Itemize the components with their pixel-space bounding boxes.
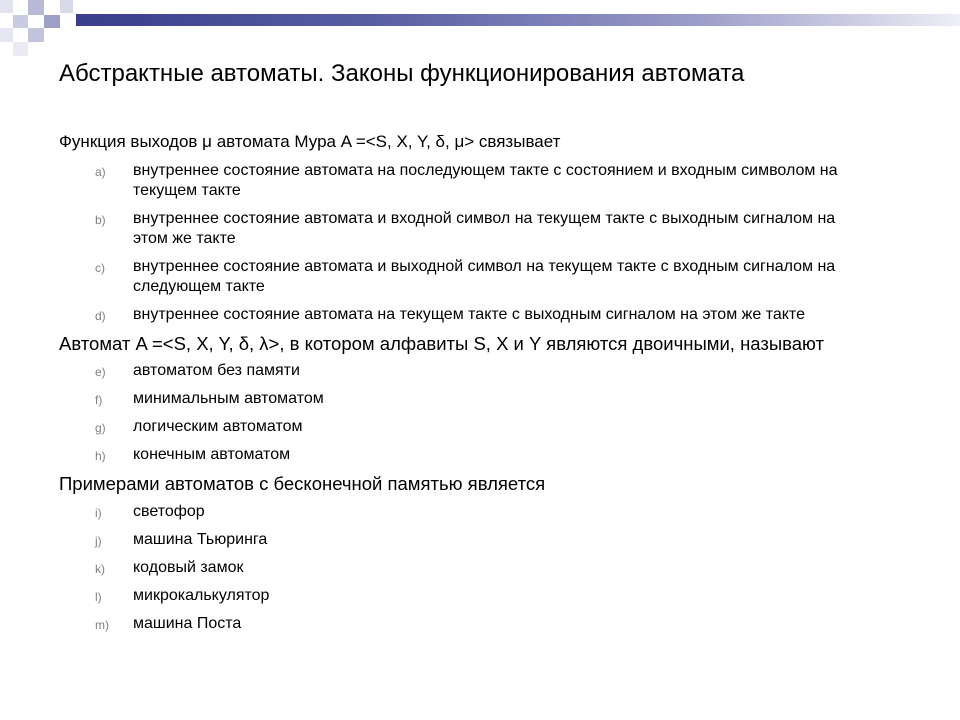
option-text: внутреннее состояние автомата на текущем такте с выходным сигналом на этом же такте — [133, 306, 805, 323]
question-3: Примерами автоматов с бесконечной памятью является — [59, 473, 546, 494]
question-2-options — [59, 361, 939, 465]
question-1: Функция выходов μ автомата Мура A =<S, X, Y, δ, μ> связывает — [59, 132, 561, 151]
option-text: автоматом без памяти — [133, 362, 300, 379]
option-text: внутреннее состояние автомата на последующем такте с состоянием и входным символом на текущем такте — [133, 162, 838, 199]
option-text: микрокалькулятор — [133, 587, 270, 604]
option-l[interactable] — [59, 586, 939, 606]
option-text: логическим автоматом — [133, 418, 303, 435]
option-letter: e) — [95, 365, 106, 379]
option-g[interactable] — [59, 417, 939, 437]
decor-square — [0, 0, 13, 13]
option-m[interactable] — [59, 614, 939, 634]
option-letter: h) — [95, 449, 106, 463]
option-text: минимальным автоматом — [133, 390, 324, 407]
option-letter: g) — [95, 421, 106, 435]
option-text: внутреннее состояние автомата и входной символ на текущем такте с выходным сигналом на этом же такте — [133, 210, 836, 247]
option-text: светофор — [133, 503, 205, 520]
header-gradient-bar — [76, 14, 960, 26]
decor-square — [44, 15, 60, 28]
option-k[interactable] — [59, 558, 939, 578]
decor-square — [60, 0, 73, 13]
option-letter: m) — [95, 618, 109, 632]
option-i[interactable] — [59, 502, 939, 522]
option-d[interactable] — [59, 305, 939, 325]
option-letter: a) — [95, 165, 106, 179]
option-text: кодовый замок — [133, 559, 244, 576]
decor-square — [28, 28, 44, 42]
question-1-options — [59, 161, 939, 325]
option-letter: l) — [95, 590, 102, 604]
option-text: машина Поста — [133, 615, 242, 632]
option-letter: i) — [95, 506, 102, 520]
option-j[interactable] — [59, 530, 939, 550]
option-letter: c) — [95, 261, 105, 275]
slide-title: Абстрактные автоматы. Законы функционирования автомата — [59, 60, 745, 87]
option-text: конечным автоматом — [133, 446, 291, 463]
option-e[interactable] — [59, 361, 939, 381]
question-2: Автомат A =<S, X, Y, δ, λ>, в котором алфавиты S, X и Y являются двоичными, называют — [59, 333, 824, 354]
option-text: внутреннее состояние автомата и выходной символ на текущем такте с входным сигналом на следующем такте — [133, 258, 836, 295]
option-h[interactable] — [59, 445, 939, 465]
option-letter: f) — [95, 393, 103, 407]
option-c[interactable] — [59, 257, 939, 297]
decor-square — [0, 28, 13, 42]
option-a[interactable] — [59, 161, 939, 201]
decor-square — [13, 15, 28, 28]
decor-square — [28, 0, 44, 15]
question-3-options — [59, 502, 939, 634]
option-b[interactable] — [59, 209, 939, 249]
option-f[interactable] — [59, 389, 939, 409]
option-text: машина Тьюринга — [133, 531, 268, 548]
decor-square — [13, 42, 28, 56]
option-letter: d) — [95, 309, 106, 323]
option-letter: k) — [95, 562, 105, 576]
slide-content — [59, 131, 939, 634]
option-letter: j) — [95, 534, 102, 548]
option-letter: b) — [95, 213, 106, 227]
